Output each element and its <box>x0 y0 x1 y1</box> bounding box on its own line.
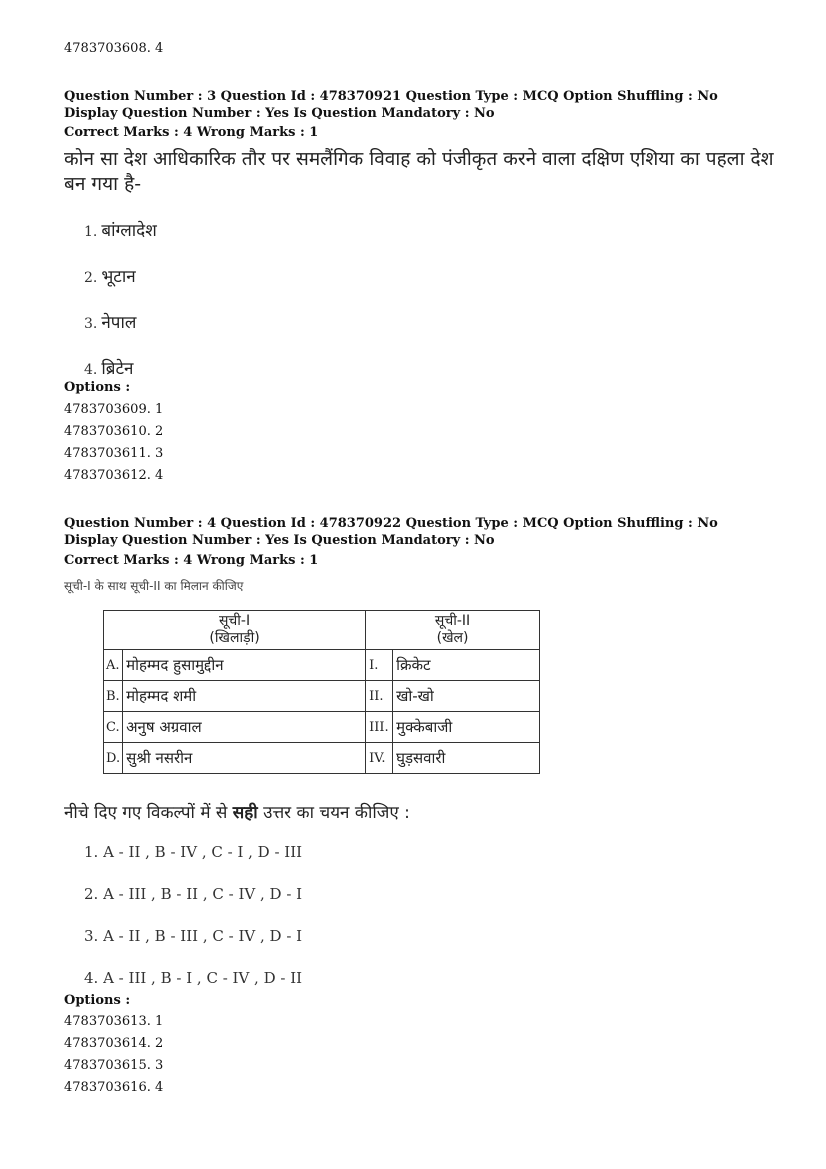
q4-instruction <box>64 800 410 823</box>
row-key: A. <box>104 650 123 681</box>
q3-choice-num: 1. <box>84 224 98 240</box>
q3-choice-num: 2. <box>84 270 98 286</box>
roman-numeral: II. <box>366 681 393 712</box>
instruction-bold: सही <box>232 803 258 823</box>
q4-meta: Question Number : 4 Question Id : 478370922 Question Type : MCQ Option Shuffling : No Display Question Number : Yes Is Question Mandatory : No <box>64 516 718 548</box>
list-1-subtitle: (खिलाड़ी) <box>209 630 260 646</box>
row-key: B. <box>104 681 123 712</box>
q3-choice-text: भूटान <box>101 267 136 287</box>
q3-choice-text: ब्रिटेन <box>101 359 134 379</box>
q3-options-label: Options : <box>64 380 131 395</box>
q4-instruction-small: सूची-I के साथ सूची-II का मिलान कीजिए <box>64 579 244 593</box>
q3-choice-num: 4. <box>84 362 98 378</box>
list-2-title: सूची-II <box>434 613 471 629</box>
sport-cell: खो-खो <box>393 681 540 712</box>
q4-option-4: 4783703616. 4 <box>64 1080 164 1095</box>
q3-option-1: 4783703609. 1 <box>64 402 164 417</box>
list-1-title: सूची-I <box>218 613 251 629</box>
q4-choice-2: 2. A - III , B - II , C - IV , D - I <box>84 885 303 903</box>
q3-option-2: 4783703610. 2 <box>64 424 164 439</box>
player-cell: अनुष अग्रवाल <box>123 712 366 743</box>
table-row <box>104 650 540 681</box>
player-cell: मोहम्मद हुसामुद्दीन <box>123 650 366 681</box>
q3-choice-text: नेपाल <box>101 313 137 333</box>
list-2-header <box>366 611 540 650</box>
q3-choice-2 <box>84 264 136 287</box>
table-row <box>104 743 540 774</box>
q3-marks: Correct Marks : 4 Wrong Marks : 1 <box>64 125 319 140</box>
q3-choice-1 <box>84 218 157 241</box>
q3-option-3: 4783703611. 3 <box>64 446 164 461</box>
q3-choice-4 <box>84 356 133 379</box>
q4-choice-1: 1. A - II , B - IV , C - I , D - III <box>84 843 303 861</box>
sport-cell: मुक्केबाजी <box>393 712 540 743</box>
table-row <box>104 712 540 743</box>
row-key: D. <box>104 743 123 774</box>
sport-cell: क्रिकेट <box>393 650 540 681</box>
q4-choice-4: 4. A - III , B - I , C - IV , D - II <box>84 969 303 987</box>
sport-cell: घुड़सवारी <box>393 743 540 774</box>
instruction-post: उत्तर का चयन कीजिए : <box>257 803 410 823</box>
list-1-header <box>104 611 366 650</box>
row-key: C. <box>104 712 123 743</box>
match-table-header <box>104 611 540 650</box>
q4-options-label: Options : <box>64 993 131 1008</box>
instruction-pre: नीचे दिए गए विकल्पों में से <box>64 803 233 823</box>
table-row <box>104 681 540 712</box>
q4-option-2: 4783703614. 2 <box>64 1036 164 1051</box>
q3-option-4: 4783703612. 4 <box>64 468 164 483</box>
roman-numeral: I. <box>366 650 393 681</box>
q4-option-1: 4783703613. 1 <box>64 1014 164 1029</box>
q3-choice-num: 3. <box>84 316 98 332</box>
q4-option-3: 4783703615. 3 <box>64 1058 164 1073</box>
roman-numeral: III. <box>366 712 393 743</box>
list-2-subtitle: (खेल) <box>436 630 469 646</box>
match-table <box>103 610 540 774</box>
player-cell: सुश्री नसरीन <box>123 743 366 774</box>
q3-choice-3 <box>84 310 136 333</box>
q3-question-text: कोन सा देश आधिकारिक तौर पर समलैंगिक विवाह को पंजीकृत करने वाला दक्षिण एशिया का पहला देश बन गया है- <box>64 148 774 195</box>
roman-numeral: IV. <box>366 743 393 774</box>
player-cell: मोहम्मद शमी <box>123 681 366 712</box>
q3-meta: Question Number : 3 Question Id : 478370921 Question Type : MCQ Option Shuffling : No Display Question Number : Yes Is Question Mandatory : No <box>64 89 718 121</box>
previous-option-line: 4783703608. 4 <box>64 41 164 56</box>
q4-choice-3: 3. A - II , B - III , C - IV , D - I <box>84 927 303 945</box>
q4-marks: Correct Marks : 4 Wrong Marks : 1 <box>64 553 319 568</box>
q3-choice-text: बांग्लादेश <box>101 221 157 241</box>
